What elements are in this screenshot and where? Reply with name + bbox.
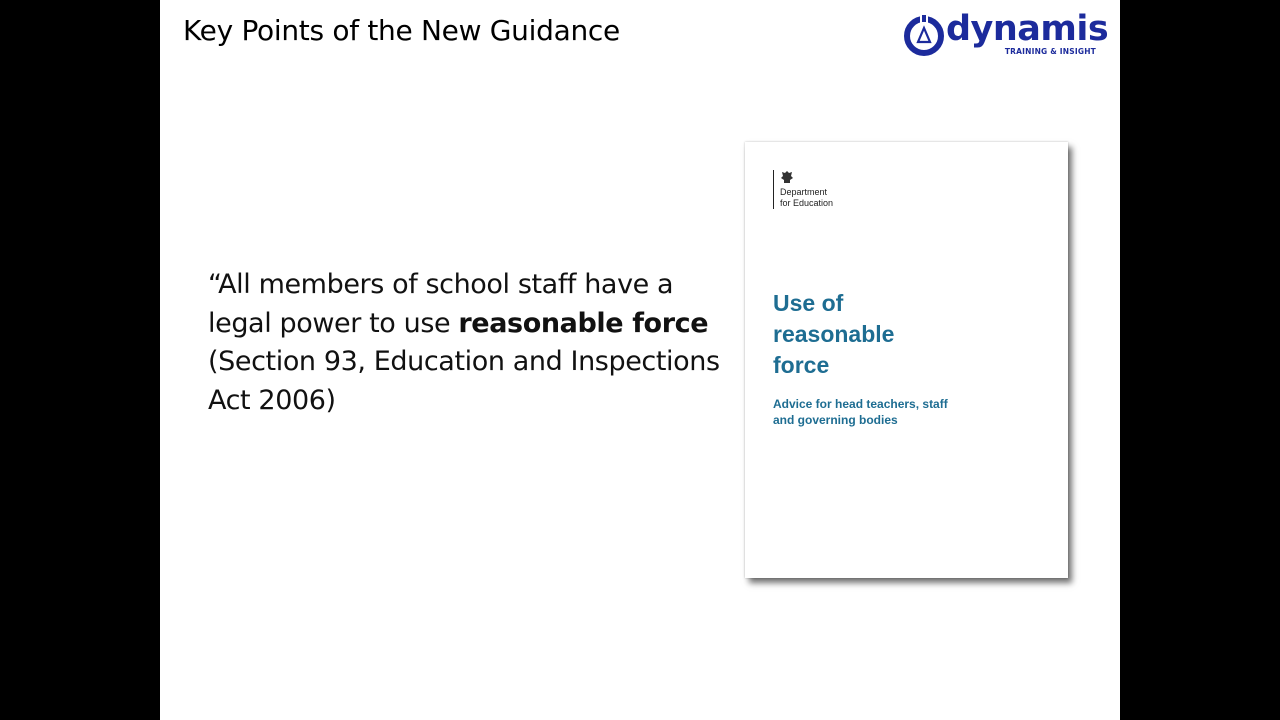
document-cover-image xyxy=(745,142,1068,578)
department-name: Department for Education xyxy=(780,187,834,208)
quote-text-end: (Section 93, Education and Inspections Act 2006) xyxy=(208,346,720,416)
quote-text-start: “All members of school staff have a legal power to use xyxy=(208,269,674,339)
royal-crest-icon xyxy=(780,170,794,184)
dynamis-logo-icon xyxy=(902,12,948,58)
department-mark xyxy=(773,170,833,209)
logo-tagline: TRAINING & INSIGHT xyxy=(1004,47,1096,56)
dynamis-logo xyxy=(902,9,1109,60)
document-title: Use of reasonable force xyxy=(773,290,895,378)
logo-wordmark: dynamis xyxy=(946,9,1109,49)
quote-emphasis: reasonable force xyxy=(458,307,709,339)
slide xyxy=(160,0,1120,720)
document-subtitle: Advice for head teachers, staff and governing bodies xyxy=(773,397,948,427)
quote-text xyxy=(208,266,728,420)
slide-title: Key Points of the New Guidance xyxy=(183,14,620,47)
